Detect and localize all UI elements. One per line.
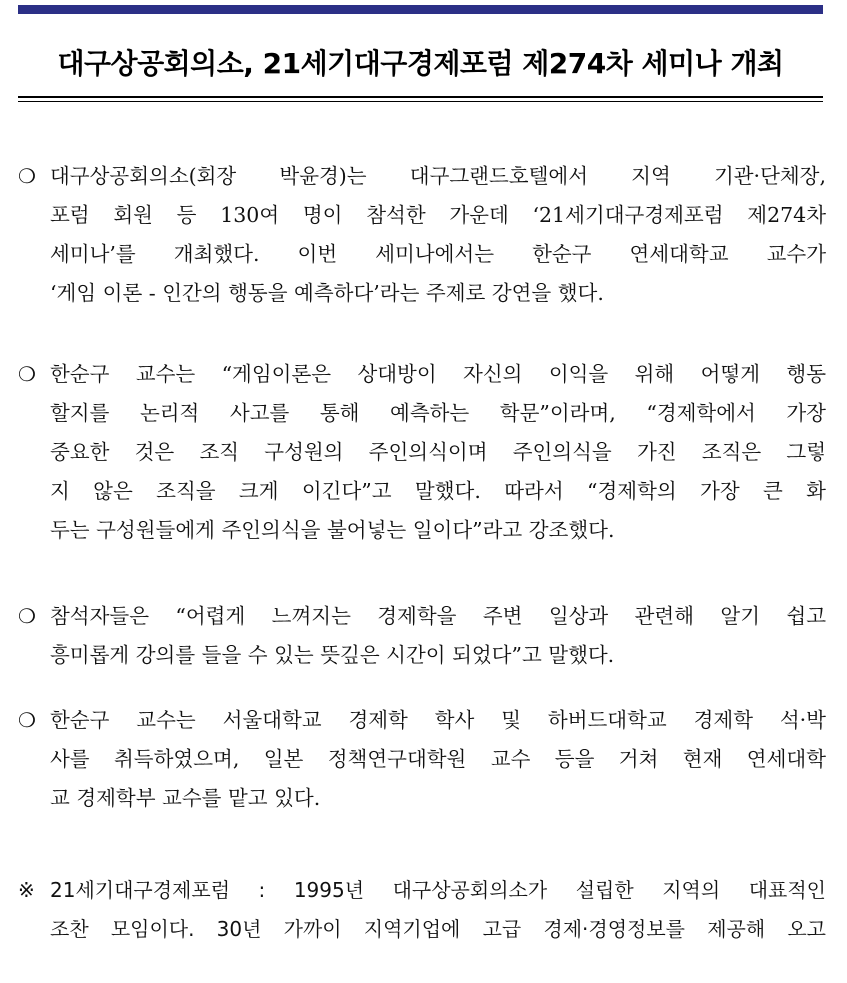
title-underline-thick <box>18 96 823 98</box>
footnote-line: 21세기대구경제포럼 : 1995년 대구상공회의소가 설립한 지역의 대표적인 <box>50 878 826 902</box>
footnote-text <box>50 878 826 956</box>
paragraph-2-text <box>50 362 826 557</box>
paragraph-4-text <box>50 708 826 825</box>
paragraph-line: ‘게임 이론 - 인간의 행동을 예측하다’라는 주제로 강연을 했다. <box>50 281 604 305</box>
paragraph-line: 사를 취득하였으며, 일본 정책연구대학원 교수 등을 거쳐 현재 연세대학 <box>50 747 826 771</box>
paragraph-line: 한순구 교수는 “게임이론은 상대방이 자신의 이익을 위해 어떻게 행동 <box>50 362 826 386</box>
bullet-icon: ❍ <box>18 362 36 386</box>
paragraph-3-text <box>50 604 826 682</box>
footnote-line: 조찬 모임이다. 30년 가까이 지역기업에 고급 경제·경영정보를 제공해 오고 <box>50 917 826 941</box>
paragraph-line: 세미나’를 개최했다. 이번 세미나에서는 한순구 연세대학교 교수가 <box>50 242 826 266</box>
bullet-icon: ❍ <box>18 164 36 188</box>
paragraph-line: 중요한 것은 조직 구성원의 주인의식이며 주인의식을 가진 조직은 그렇 <box>50 440 826 464</box>
paragraph-line: 한순구 교수는 서울대학교 경제학 학사 및 하버드대학교 경제학 석·박 <box>50 708 826 732</box>
paragraph-line: 흥미롭게 강의를 들을 수 있는 뜻깊은 시간이 되었다”고 말했다. <box>50 643 615 667</box>
paragraph-line: 교 경제학부 교수를 맡고 있다. <box>50 786 321 810</box>
bullet-icon: ❍ <box>18 708 36 732</box>
paragraph-line: 두는 구성원들에게 주인의식을 불어넣는 일이다”라고 강조했다. <box>50 518 615 542</box>
bullet-icon: ❍ <box>18 604 36 628</box>
title-underline-thin <box>18 101 823 102</box>
paragraph-line: 참석자들은 “어렵게 느껴지는 경제학을 주변 일상과 관련해 알기 쉽고 <box>50 604 826 628</box>
paragraph-line: 대구상공회의소(회장 박윤경)는 대구그랜드호텔에서 지역 기관·단체장, <box>50 164 826 188</box>
page-title: 대구상공회의소, 21세기대구경제포럼 제274차 세미나 개최 <box>57 47 784 80</box>
paragraph-1-text <box>50 164 826 320</box>
paragraph-line: 포럼 회원 등 130여 명이 참석한 가운데 ‘21세기대구경제포럼 제274차 <box>50 203 826 227</box>
header-accent-bar <box>18 5 823 14</box>
reference-mark-icon: ※ <box>18 878 35 902</box>
paragraph-line: 지 않은 조직을 크게 이긴다”고 말했다. 따라서 “경제학의 가장 큰 화 <box>50 479 826 503</box>
paragraph-line: 할지를 논리적 사고를 통해 예측하는 학문”이라며, “경제학에서 가장 <box>50 401 826 425</box>
